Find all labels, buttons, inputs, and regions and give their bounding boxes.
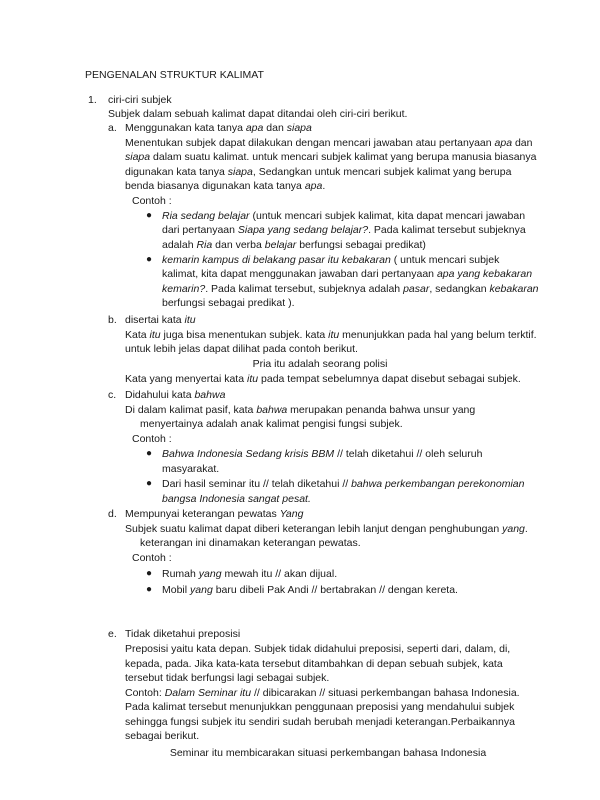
paragraph-line: Menentukan subjek dapat dilakukan dengan mencari jawaban atau pertanyaan apa dan — [125, 137, 533, 149]
bullet-icon: ● — [146, 584, 153, 595]
paragraph-line: Pada kalimat tersebut menunjukkan penggunaan preposisi yang mendahului subjek — [125, 701, 515, 713]
bullet-line: Rumah yang mewah itu // akan dijual. — [162, 568, 338, 580]
paragraph-line: keterangan ini dinamakan keterangan pewatas. — [140, 537, 361, 549]
paragraph-line: digunakan kata tanya siapa, Sedangkan untuk mencari subjek kalimat yang berupa — [125, 166, 512, 178]
bullet-line: kalimat, kita dapat menggunakan jawaban dari pertanyaan apa yang kebakaran — [162, 268, 533, 280]
sub-heading-b: disertai kata itu — [125, 314, 196, 326]
paragraph-line: Kata itu juga bisa menentukan subjek. kata itu menunjukkan pada hal yang belum terktif. — [125, 329, 537, 341]
example-sentence: Pria itu adalah seorang polisi — [252, 358, 388, 370]
sub-letter-d: d. — [108, 508, 117, 520]
bullet-icon: ● — [146, 568, 153, 579]
paragraph-line: Contoh: Dalam Seminar itu // dibicarakan // situasi perkembangan bahasa Indonesia. — [125, 687, 520, 699]
paragraph-line: sebagai berikut. — [125, 730, 200, 742]
paragraph-line: Kata yang menyertai kata itu pada tempat sebelumnya dapat disebut sebagai subjek. — [125, 373, 521, 385]
bullet-icon: ● — [146, 210, 153, 221]
sub-letter-b: b. — [108, 314, 117, 326]
section-heading: ciri-ciri subjek — [108, 94, 172, 106]
sub-heading-d: Mempunyai keterangan pewatas Yang — [125, 508, 304, 520]
sub-heading-c: Didahului kata bahwa — [125, 389, 226, 401]
bullet-icon: ● — [146, 478, 153, 489]
bullet-line: dari pertanyaan Siapa yang sedang belajar?. Pada kalimat tersebut subjeknya — [162, 224, 526, 236]
paragraph-line: Di dalam kalimat pasif, kata bahwa merupakan penanda bahwa unsur yang — [125, 404, 476, 416]
example-sentence: Seminar itu membicarakan situasi perkembangan bahasa Indonesia — [169, 747, 487, 759]
section-intro: Subjek dalam sebuah kalimat dapat ditandai oleh ciri-ciri berikut. — [108, 108, 408, 120]
paragraph-line: Preposisi yaitu kata depan. Subjek tidak didahului preposisi, seperti dari, dalam, di, — [125, 643, 511, 655]
sub-heading-a: Menggunakan kata tanya apa dan siapa — [125, 122, 312, 134]
bullet-line: Mobil yang baru dibeli Pak Andi // bertabrakan // dengan kereta. — [162, 584, 458, 596]
bullet-line: Ria sedang belajar (untuk mencari subjek kalimat, kita dapat mencari jawaban — [162, 210, 526, 222]
bullet-icon: ● — [146, 254, 153, 265]
bullet-line: Bahwa Indonesia Sedang krisis BBM // telah diketahui // oleh seluruh — [162, 448, 483, 460]
paragraph-line: benda biasanya digunakan kata tanya apa. — [125, 180, 326, 192]
sub-heading-e: Tidak diketahui preposisi — [125, 628, 241, 640]
paragraph-line: untuk lebih jelas dapat dilihat pada contoh berikut. — [125, 343, 358, 355]
sub-letter-c: c. — [108, 389, 117, 401]
paragraph-line: Subjek suatu kalimat dapat diberi keterangan lebih lanjut dengan penghubungan yang. — [125, 523, 528, 535]
list-number: 1. — [88, 94, 97, 106]
bullet-line: Dari hasil seminar itu // telah diketahui // bahwa perkembangan perekonomian — [162, 478, 525, 490]
bullet-line: berfungsi sebagai predikat ). — [162, 297, 295, 309]
bullet-icon: ● — [146, 448, 153, 459]
paragraph-line: siapa dalam suatu kalimat. untuk mencari subjek kalimat yang berupa manusia biasanya — [125, 151, 537, 163]
bullet-line: kemarin?. Pada kalimat tersebut, subjeknya adalah pasar, sedangkan kebakaran — [162, 283, 539, 295]
bullet-line: adalah Ria dan verba belajar berfungsi sebagai predikat) — [162, 239, 426, 251]
paragraph-line: menyertainya adalah anak kalimat pengisi fungsi subjek. — [140, 418, 403, 430]
sub-letter-a: a. — [108, 122, 117, 134]
bullet-line: bangsa Indonesia sangat pesat. — [162, 493, 311, 505]
bullet-line: masyarakat. — [162, 463, 220, 475]
example-label: Contoh : — [132, 552, 172, 564]
paragraph-line: sehingga fungsi subjek itu sendiri sudah berubah menjadi keterangan.Perbaikannya — [125, 716, 515, 728]
paragraph-line: tersebut tidak berfungsi lagi sebagai subjek. — [125, 672, 330, 684]
document-title: PENGENALAN STRUKTUR KALIMAT — [85, 69, 264, 81]
sub-letter-e: e. — [108, 628, 117, 640]
example-label: Contoh : — [132, 195, 172, 207]
bullet-line: kemarin kampus di belakang pasar itu kebakaran ( untuk mencari subjek — [162, 254, 500, 266]
paragraph-line: kepada, pada. Jika kata-kata tersebut ditambahkan di depan sebuah subjek, kata — [125, 658, 503, 670]
example-label: Contoh : — [132, 433, 172, 445]
